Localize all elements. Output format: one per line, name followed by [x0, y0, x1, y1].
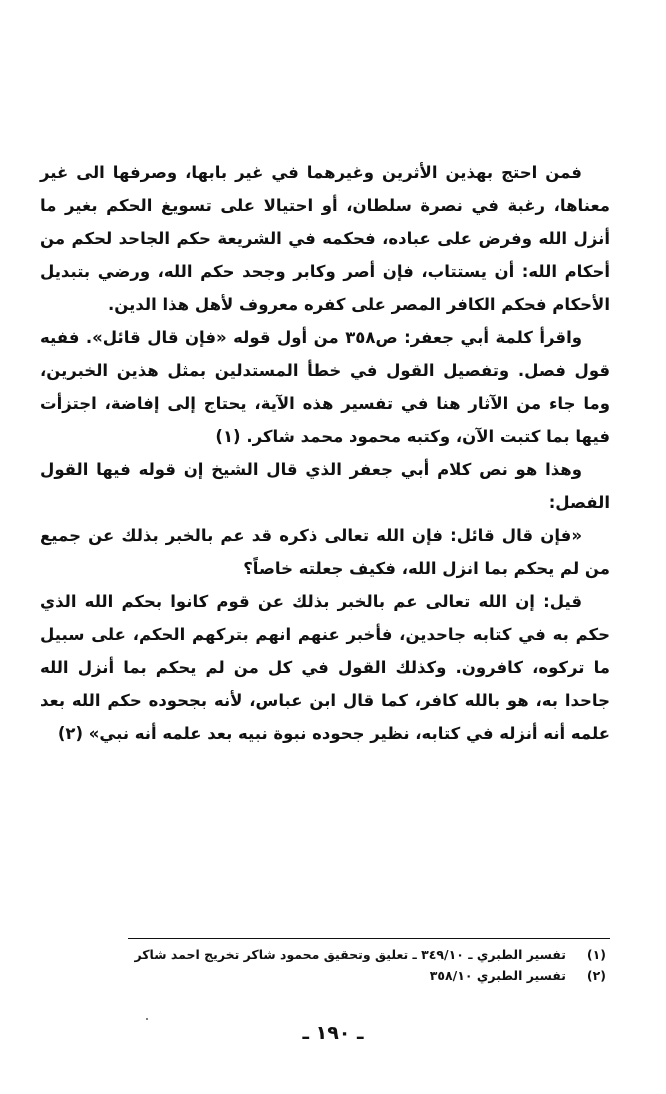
footnote-1: [40, 944, 606, 965]
footnote-number: (١): [586, 947, 606, 962]
footnote-text: تفسير الطبري ـ ٣٤٩/١٠ ـ تعليق وتحقيق محمود شاكر تخريج احمد شاكر: [134, 947, 566, 962]
scan-speck: [146, 1018, 148, 1020]
paragraph-4-quote: «فإن قال قائل: فإن الله تعالى ذكره قد عم بالخبر بذلك عن جميع من لم يحكم بما انزل الله، فكيف جعلته خاصاً؟: [40, 526, 610, 578]
footnote-2: [40, 965, 606, 986]
paragraph-2: واقرأ كلمة أبي جعفر: ص٣٥٨ من أول قوله «فإن قال قائل». ففيه قول فصل. وتفصيل القول في خطأ المستدلين بمثل هذين الخبرين، وما جاء من الآثار هنا في تفسير هذه الآية، يحتاج إلى إفاضة، اجتزأت فيها بما كتبت الآن، وكتبه محمود محمد شاكر. (١): [40, 328, 610, 446]
body-text: [40, 156, 610, 750]
paragraph-5-quote: قيل: إن الله تعالى عم بالخبر بذلك عن قوم كانوا بحكم الله الذي حكم به في كتابه جاحدين، فأخبر عنهم انهم بتركهم الحكم، على سبيل ما تركوه، كافرون. وكذلك القول في كل من لم يحكم بما أنزل الله جاحدا به، هو بالله كافر، كما قال ابن عباس، لأنه بجحوده حكم الله بعد علمه أنه أنزله في كتابه، نظير جحوده نبوة نبيه بعد علمه أنه نبي» (٢): [40, 592, 610, 743]
footnote-divider: [128, 938, 610, 939]
footnote-number: (٢): [586, 968, 606, 983]
paragraph-1: فمن احتج بهذين الأثرين وغيرهما في غير بابها، وصرفها الى غير معناها، رغبة في نصرة سلطان، أو احتيالا على تسويغ الحكم بغير ما أنزل الله وفرض على عباده، فحكمه في الشريعة حكم الجاحد لحكم من أحكام الله: أن يستتاب، فإن أصر وكابر وجحد حكم الله، ورضي بتبديل الأحكام فحكم الكافر المصر على كفره معروف لأهل هذا الدين.: [40, 163, 610, 314]
footnotes: [40, 944, 606, 986]
page-number: ـ ١٩٠ ـ: [302, 1022, 364, 1044]
footnote-text: تفسير الطبري ٣٥٨/١٠: [429, 968, 566, 983]
paragraph-3: وهذا هو نص كلام أبي جعفر الذي قال الشيخ إن قوله فيها القول الفصل:: [40, 460, 610, 512]
